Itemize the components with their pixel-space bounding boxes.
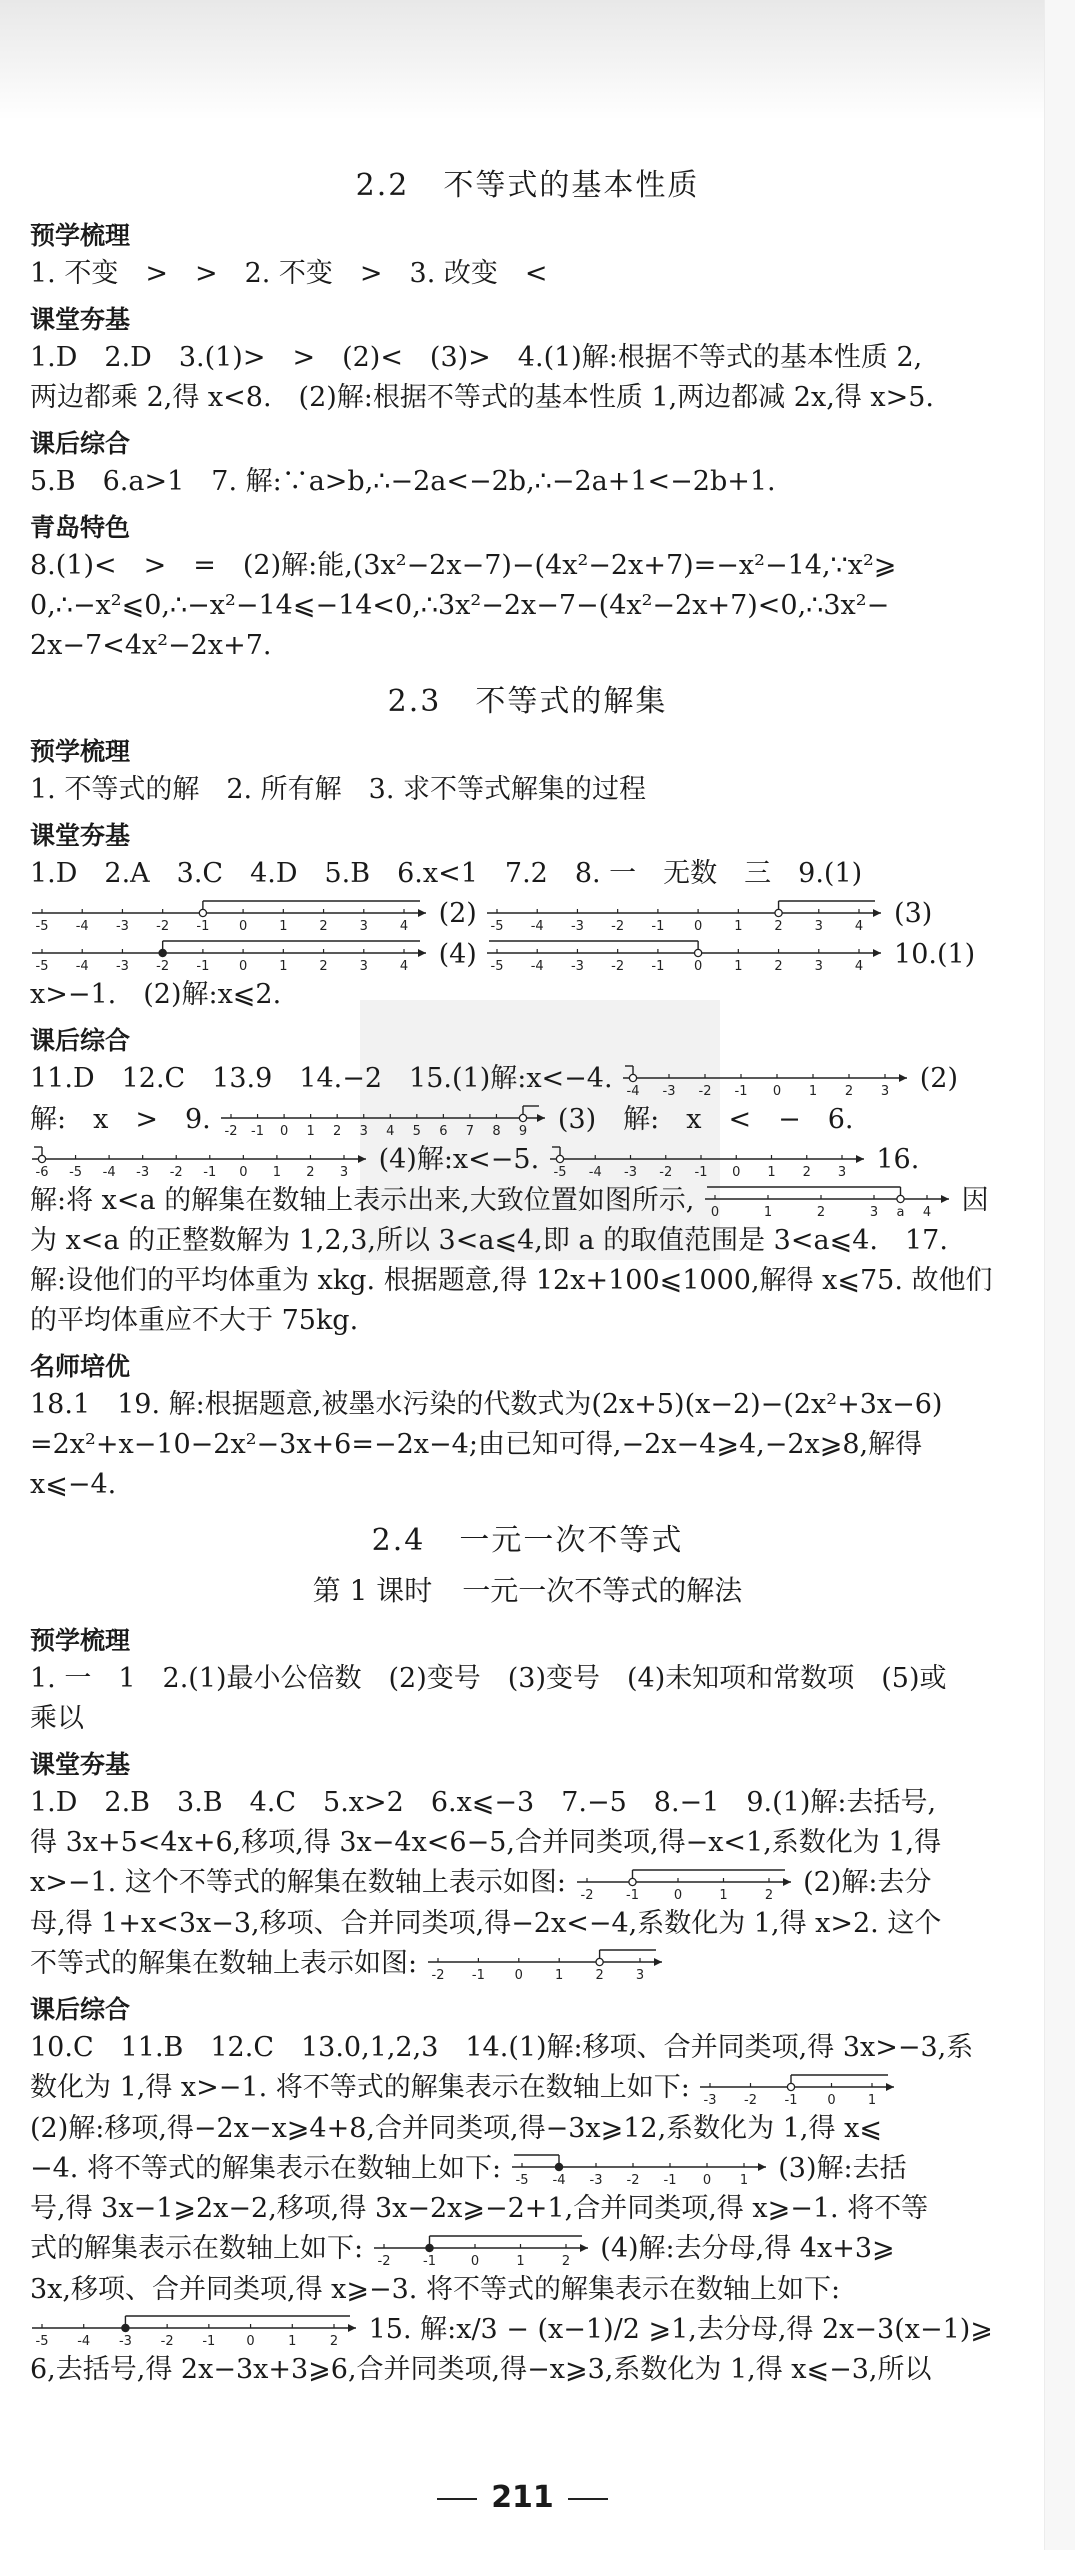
number-line-tick-label: 4 — [855, 918, 864, 934]
number-line-tick-label: 1 — [767, 1164, 776, 1180]
text: 数化为 1,得 x>−1. 将不等式的解集表示在数轴上如下: — [30, 2072, 690, 2103]
number-line-tick-label: 0 — [238, 959, 248, 974]
text: (4)解:x<−5. — [378, 1144, 540, 1175]
number-line-tick-label: -5 — [69, 1164, 83, 1180]
subheading: 青岛特色 — [30, 513, 131, 542]
arrow-icon — [886, 2083, 894, 2091]
arrow-icon — [580, 2244, 588, 2252]
arrow-icon — [358, 1155, 366, 1163]
number-line-tick-label: 2 — [845, 1083, 854, 1099]
text: 解: x > 9. — [30, 1103, 211, 1135]
number-line-tick-label: -2 — [698, 1083, 712, 1099]
number-line-tick-label: 1 — [516, 2253, 525, 2269]
number-line-tick-label: 8 — [492, 1124, 501, 1139]
number-line-tick-label: 0 — [470, 2253, 479, 2269]
section-name: 不等式的基本性质 — [443, 168, 700, 203]
text-line: 1. 不等式的解 2. 所有解 3. 求不等式解集的过程 — [30, 774, 647, 805]
number-line-tick-label: 1 — [306, 1124, 316, 1139]
number-line-tick-label: -1 — [694, 1164, 708, 1180]
number-line-tick-label: -3 — [571, 918, 585, 934]
label: 10.(1) — [894, 938, 976, 970]
open-point — [628, 1878, 635, 1885]
number-line-tick-label: -1 — [196, 918, 210, 934]
number-line-tick-label: -2 — [156, 918, 170, 934]
number-line-tick-label: 2 — [561, 2253, 570, 2269]
lesson-number: 第 1 课时 — [312, 1574, 433, 1607]
arrow-icon — [537, 1114, 545, 1122]
number-line-tick-label: 2 — [329, 2334, 339, 2349]
number-line-tick-label: 0 — [773, 1083, 782, 1099]
number-line-tick-label: 2 — [774, 959, 784, 974]
number-line-tick-label: -5 — [35, 2334, 49, 2349]
text-line: 1.D 2.D 3.(1)> > (2)< (3)> 4.(1)解:根据不等式的基本性质 2, — [30, 342, 923, 373]
section-number: 2.2 — [355, 168, 410, 203]
number-line — [703, 1181, 953, 1221]
section-number: 2.3 — [387, 684, 442, 719]
arrow-icon — [856, 1155, 864, 1163]
number-line-tick-label: -1 — [251, 1124, 265, 1139]
number-line-tick-label: 0 — [280, 1124, 289, 1139]
number-line — [372, 2230, 592, 2270]
arrow-icon — [654, 1958, 662, 1966]
text-line: 母,得 1+x<3x−3,移项、合并同类项,得−2x<−4,系数化为 1,得 x>2. 这个 — [30, 1907, 942, 1939]
number-line-tick-label: 0 — [238, 918, 248, 934]
text: 11.D 12.C 13.9 14.−2 15.(1)解:x<−4. — [30, 1063, 613, 1094]
number-line-tick-label: -3 — [703, 2092, 717, 2108]
text-line: (2)解:移项,得−2x−x⩾4+8,合并同类项,得−3x⩾12,系数化为 1,得 x⩽ — [30, 2112, 882, 2144]
arrow-icon — [941, 1195, 949, 1203]
number-line — [698, 2069, 898, 2109]
number-line-tick-label: 3 — [339, 1164, 349, 1180]
number-line-tick-label: -1 — [471, 1968, 485, 1983]
lesson-name: 一元一次不等式的解法 — [462, 1574, 743, 1607]
number-line — [30, 2310, 360, 2350]
number-line-tick-label: 9 — [519, 1124, 528, 1139]
number-line-tick-label: -2 — [377, 2253, 391, 2269]
arrow-icon — [783, 1878, 791, 1886]
number-line-tick-label: 4 — [922, 1205, 932, 1220]
number-line — [485, 935, 885, 975]
number-line-tick-label: -5 — [35, 959, 49, 974]
text-line: 3x,移项、合并同类项,得 x⩾−3. 将不等式的解集表示在数轴上如下: — [30, 2273, 841, 2305]
label: (4) — [438, 938, 477, 970]
number-line-tick-label: -1 — [422, 2253, 436, 2269]
number-line-tick-label: -2 — [169, 1164, 183, 1180]
label: (2) — [919, 1063, 958, 1094]
text-line: 1. 一 1 2.(1)最小公倍数 (2)变号 (3)变号 (4)未知项和常数项 (5)或 — [30, 1663, 947, 1694]
number-line-tick-label: 1 — [809, 1083, 818, 1099]
subheading: 课后综合 — [30, 429, 131, 458]
number-line-tick-label: -2 — [156, 959, 170, 974]
number-line-tick-label: -3 — [115, 959, 129, 974]
text: 因 — [961, 1184, 989, 1216]
number-line-tick-label: -1 — [651, 918, 665, 934]
open-point — [596, 1958, 603, 1965]
text: 不等式的解集在数轴上表示如图: — [30, 1947, 418, 1979]
number-line-tick-label: -2 — [224, 1124, 238, 1139]
number-line-tick-label: -2 — [160, 2334, 174, 2349]
text-line: 10.C 11.B 12.C 13.0,1,2,3 14.(1)解:移项、合并同类项,得 3x>−3,系 — [30, 2032, 974, 2063]
arrow-icon — [873, 949, 881, 957]
text-line-with-number-lines — [30, 894, 1025, 935]
number-line-tick-label: 0 — [731, 1164, 741, 1180]
number-line-tick-label: -5 — [515, 2173, 529, 2188]
number-line-tick-label: -3 — [571, 959, 585, 974]
number-line-tick-label: 1 — [272, 1164, 282, 1180]
number-line-tick-label: 3 — [815, 959, 824, 974]
open-point — [556, 1155, 563, 1162]
text: (2)解:去分 — [803, 1867, 932, 1898]
section-name: 不等式的解集 — [475, 684, 668, 719]
number-line-tick-label: -1 — [734, 1083, 748, 1099]
number-line-tick-label: 0 — [827, 2092, 837, 2108]
text-line-with-number-lines — [30, 1863, 1025, 1904]
number-line-tick-label: 1 — [734, 918, 743, 934]
lesson-title — [30, 1569, 1025, 1609]
number-line-tick-label: -4 — [77, 2334, 91, 2349]
open-point — [38, 1155, 45, 1162]
number-line-tick-label: 0 — [239, 1164, 248, 1180]
text-line: 1.D 2.B 3.B 4.C 5.x>2 6.x⩽−3 7.−5 8.−1 9.(1)解:去括号, — [30, 1787, 937, 1818]
text-line: =2x²+x−10−2x²−3x+6=−2x−4;由已知可得,−2x−4⩾4,−2x⩾8,解得 — [30, 1429, 923, 1460]
footer-dash — [568, 2498, 608, 2500]
number-line-tick-label: -5 — [35, 918, 49, 934]
text-line-with-number-lines — [30, 1140, 1025, 1181]
number-line-tick-label: 4 — [399, 918, 409, 934]
text-line-with-number-lines — [30, 1944, 1025, 1985]
number-line-tick-label: 0 — [710, 1205, 720, 1220]
text-line: x>−1. (2)解:x⩽2. — [30, 979, 282, 1010]
text-line: 2x−7<4x²−2x+7. — [30, 630, 272, 661]
subheading: 课堂夯基 — [30, 821, 131, 850]
number-line-tick-label: 6 — [439, 1124, 448, 1139]
text: 式的解集表示在数轴上如下: — [30, 2233, 364, 2264]
number-line-tick-label: -3 — [136, 1164, 150, 1180]
text-line: 8.(1)< > = (2)解:能,(3x²−2x−7)−(4x²−2x+7)=−x²−14,∵x²⩾ — [30, 550, 897, 581]
text: (3) 解: x < − 6. — [557, 1103, 854, 1135]
number-line-tick-label: -2 — [611, 959, 625, 974]
text: (3)解:去括 — [778, 2152, 907, 2184]
number-line-tick-label: -4 — [75, 959, 89, 974]
page-right-edge — [1044, 0, 1075, 2550]
number-line-tick-label: 1 — [734, 959, 743, 974]
number-line-tick-label: 2 — [802, 1164, 811, 1180]
number-line-tick-label: 3 — [635, 1968, 644, 1983]
subheading: 预学梳理 — [30, 737, 131, 766]
text-line-with-number-lines — [30, 2310, 1025, 2351]
text-line-with-number-lines — [30, 935, 1025, 976]
number-line-tick-label: 3 — [359, 1124, 369, 1139]
text-line-with-number-lines — [30, 2068, 1025, 2109]
text-line: 5.B 6.a>1 7. 解:∵a>b,∴−2a<−2b,∴−2a+1<−2b+1. — [30, 466, 776, 497]
open-point — [775, 909, 782, 916]
subheading: 名师培优 — [30, 1352, 131, 1381]
number-line-tick-label: -4 — [531, 959, 545, 974]
number-line — [30, 935, 430, 975]
text-line: 6,去括号,得 2x−3x+3⩾6,合并同类项,得−x⩾3,系数化为 1,得 x⩽−3,所以 — [30, 2354, 932, 2385]
page-number — [0, 2480, 1045, 2515]
text-line-with-number-lines — [30, 1059, 1025, 1100]
number-line-tick-label: 2 — [319, 959, 328, 974]
number-line-tick-label: 3 — [869, 1205, 879, 1220]
number-line-tick-label: 2 — [764, 1887, 773, 1903]
arrow-icon — [873, 909, 881, 917]
number-line-tick-label: -3 — [623, 1164, 637, 1180]
number-line-tick-label: 1 — [718, 1887, 728, 1903]
number-line-tick-label: -3 — [589, 2173, 603, 2188]
number-line-tick-label: 1 — [763, 1205, 773, 1220]
number-line-tick-label: -4 — [552, 2173, 566, 2188]
number-line-tick-label: -3 — [118, 2334, 132, 2349]
text-line: 乘以 — [30, 1703, 84, 1734]
label: (3) — [894, 898, 933, 929]
number-line-tick-label: -6 — [35, 1164, 49, 1180]
number-line-tick-label: 1 — [279, 959, 288, 974]
number-line-tick-label: 1 — [288, 2334, 297, 2349]
text-line: 18.1 19. 解:根据题意,被墨水污染的代数式为(2x+5)(x−2)−(2x²+3x−6) — [30, 1389, 943, 1420]
section-number: 2.4 — [371, 1523, 426, 1558]
number-line — [426, 1944, 666, 1984]
section-name: 一元一次不等式 — [459, 1523, 684, 1558]
number-line-tick-label: 2 — [333, 1124, 342, 1139]
text-line-with-number-lines — [30, 1181, 1025, 1222]
scan-top-shadow — [0, 0, 1075, 120]
number-line-tick-label: 1 — [739, 2173, 748, 2188]
number-line-tick-label: 3 — [359, 959, 368, 974]
text-line-with-number-lines — [30, 1100, 1025, 1141]
open-point — [897, 1195, 904, 1202]
number-line — [510, 2149, 770, 2189]
number-line-tick-label: -4 — [531, 918, 545, 934]
text-line: 解:设他们的平均体重为 xkg. 根据题意,得 12x+100⩽1000,解得 x⩽75. 故他们 — [30, 1265, 993, 1296]
subheading: 课堂夯基 — [30, 1750, 131, 1779]
closed-point — [555, 2163, 562, 2170]
subheading: 预学梳理 — [30, 1626, 131, 1655]
section-title-2-3 — [30, 676, 1025, 720]
number-line-tick-label: 4 — [855, 959, 864, 974]
number-line-tick-label: 4 — [386, 1124, 395, 1139]
number-line-tick-label: 0 — [514, 1968, 523, 1983]
number-line — [621, 1060, 911, 1100]
text: −4. 将不等式的解集表示在数轴上如下: — [30, 2152, 502, 2184]
number-line-tick-label: -4 — [588, 1164, 602, 1180]
number-line-tick-label: 5 — [412, 1124, 422, 1139]
number-line-tick-label: 0 — [673, 1887, 682, 1903]
number-line-tick-label: -5 — [490, 918, 504, 934]
open-point — [520, 1114, 527, 1121]
text-line: 1.D 2.A 3.C 4.D 5.B 6.x<1 7.2 8. 一 无数 三 9.(1) — [30, 858, 863, 889]
arrow-icon — [899, 1074, 907, 1082]
number-line-tick-label: -2 — [744, 2092, 758, 2108]
text-line: 号,得 3x−1⩾2x−2,移项,得 3x−2x⩾−2+1,合并同类项,得 x⩾−1. 将不等 — [30, 2193, 929, 2224]
number-line-tick-label: -2 — [431, 1968, 445, 1983]
number-line-tick-label: 3 — [837, 1164, 846, 1180]
open-point — [695, 949, 702, 956]
number-line-tick-label: -2 — [611, 918, 625, 934]
number-line-tick-label: -1 — [202, 2334, 216, 2349]
number-line-tick-label: 1 — [279, 918, 288, 934]
number-line-tick-label: -4 — [102, 1164, 116, 1180]
closed-point — [122, 2324, 129, 2331]
subheading: 课后综合 — [30, 1026, 131, 1055]
number-line-tick-label: -1 — [663, 2173, 677, 2188]
number-line-tick-label: -1 — [625, 1887, 639, 1903]
text-line: 为 x<a 的正整数解为 1,2,3,所以 3<a⩽4,即 a 的取值范围是 3<a⩽4. 17. — [30, 1225, 948, 1256]
number-line-tick-label: 2 — [306, 1164, 315, 1180]
open-point — [788, 2083, 795, 2090]
number-line-tick-label: -1 — [651, 959, 665, 974]
open-point — [630, 1074, 637, 1081]
text-line: 0,∴−x²⩽0,∴−x²−14⩽−14<0,∴3x²−2x−7−(4x²−2x+7)<0,∴3x²− — [30, 590, 890, 621]
number-line-tick-label: 2 — [774, 918, 784, 934]
number-line-tick-label: 2 — [319, 918, 328, 934]
number-line-tick-label: -1 — [196, 959, 210, 974]
number-line — [30, 1141, 370, 1181]
number-line-tick-label: 3 — [359, 918, 368, 934]
text-line-with-number-lines — [30, 2229, 1025, 2270]
arrow-icon — [758, 2163, 766, 2171]
section-title-2-4 — [30, 1515, 1025, 1559]
number-line-tick-label: -4 — [626, 1083, 640, 1099]
subheading: 预学梳理 — [30, 221, 131, 250]
number-line-tick-label: 0 — [694, 959, 703, 974]
text-line: 得 3x+5<4x+6,移项,得 3x−4x<6−5,合并同类项,得−x<1,系数化为 1,得 — [30, 1827, 942, 1858]
number-line — [485, 895, 885, 935]
number-line-tick-label: a — [896, 1205, 905, 1220]
number-line-tick-label: -5 — [490, 959, 504, 974]
number-line-tick-label: -2 — [659, 1164, 672, 1180]
arrow-icon — [418, 949, 426, 957]
closed-point — [159, 949, 166, 956]
number-line-tick-label: -3 — [662, 1083, 676, 1099]
number-line-tick-label: 3 — [815, 918, 824, 934]
subheading: 课后综合 — [30, 1995, 131, 2024]
text-line: 的平均体重应不大于 75kg. — [30, 1305, 359, 1336]
open-point — [199, 909, 206, 916]
text-line: 1. 不变 > > 2. 不变 > 3. 改变 < — [30, 258, 548, 289]
number-line-tick-label: 3 — [881, 1083, 890, 1099]
closed-point — [426, 2244, 433, 2251]
footer-dash — [437, 2498, 477, 2500]
text: 解:将 x<a 的解集在数轴上表示出来,大致位置如图所示, — [30, 1184, 695, 1216]
arrow-icon — [418, 909, 426, 917]
text-line: x⩽−4. — [30, 1469, 117, 1500]
number-line-tick-label: 7 — [466, 1124, 475, 1139]
number-line-tick-label: 0 — [702, 2173, 711, 2188]
text-line: 两边都乘 2,得 x<8. (2)解:根据不等式的基本性质 1,两边都减 2x,得 x>5. — [30, 382, 934, 413]
number-line-tick-label: -3 — [115, 918, 129, 934]
text: (4)解:去分母,得 4x+3⩾ — [600, 2233, 895, 2264]
number-line-tick-label: -4 — [75, 918, 89, 934]
number-line-tick-label: 1 — [554, 1968, 564, 1983]
text: x>−1. 这个不等式的解集在数轴上表示如图: — [30, 1867, 566, 1898]
text-line-with-number-lines — [30, 2149, 1025, 2190]
number-line-tick-label: 2 — [816, 1205, 826, 1220]
number-line-tick-label: -2 — [626, 2173, 640, 2188]
text: 16. — [876, 1144, 920, 1175]
number-line — [219, 1100, 549, 1140]
number-line-tick-label: 4 — [399, 959, 409, 974]
number-line — [30, 895, 430, 935]
number-line-tick-label: -2 — [580, 1887, 593, 1903]
answer-content — [30, 160, 1025, 2390]
arrow-icon — [348, 2324, 356, 2332]
section-title-2-2 — [30, 160, 1025, 204]
number-line-tick-label: 0 — [694, 918, 703, 934]
number-line-tick-label: 0 — [246, 2334, 255, 2349]
number-line-tick-label: 1 — [868, 2092, 877, 2108]
number-line-tick-label: -5 — [553, 1164, 567, 1180]
page-number-text: 211 — [491, 2480, 554, 2515]
label: (2) — [438, 898, 477, 929]
number-line — [575, 1864, 795, 1904]
text: 15. 解:x/3 − (x−1)/2 ⩾1,去分母,得 2x−3(x−1)⩾ — [368, 2313, 993, 2345]
number-line-tick-label: 2 — [595, 1968, 604, 1983]
number-line-tick-label: -1 — [784, 2092, 798, 2108]
number-line — [548, 1141, 868, 1181]
subheading: 课堂夯基 — [30, 305, 131, 334]
number-line-tick-label: -1 — [203, 1164, 217, 1180]
